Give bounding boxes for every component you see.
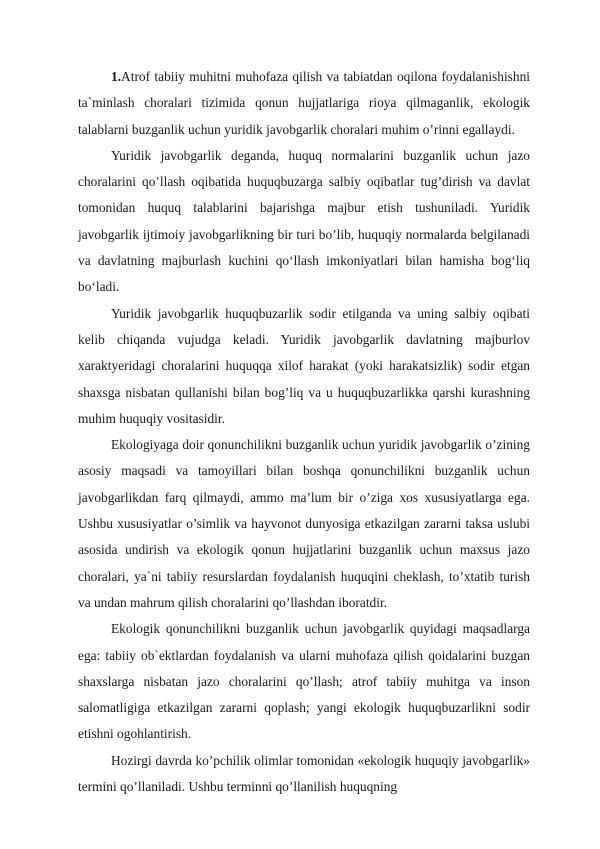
paragraph-1-text: Atrof tabiiy muhitni muhofaza qilish va tabiatdan oqilona foydalanishishni ta`minlash choralari tizimida qonun hujjatlariga rioya qilmaganlik, ekologik talablarni buzganlik uchun yuridik javobgarlik choralari muhim o’rinni egallaydi. bbox=[78, 69, 530, 137]
paragraph-5: Ekologik qonunchilikni buzganlik uchun javobgarlik quyidagi maqsadlarga ega: tabiiy ob`ektlardan foydalanish va ularni muhofaza qilish qoidalarini buzgan shaxslarga nisbatan jazo choralarini qo’llash; atrof tabiiy muhitga va inson salomatligiga etkazilgan zararni qoplash; yangi ekologik huquqbuzarlikni sodir etishni ogohlantirish. bbox=[78, 621, 530, 742]
paragraph-4: Ekologiyaga doir qonunchilikni buzganlik uchun yuridik javobgarlik o’zining asosiy maqsadi va tamoyillari bilan boshqa qonunchilikni buzganlik uchun javobgarlikdan farq qilmaydi, ammo ma’lum bir o’ziga xos xususiyatlarga ega. Ushbu xususiyatlar o’simlik va hayvonot dunyosiga etkazilgan zararni taksa uslubi asosida undirish va ekologik qonun hujjatlarini buzganlik uchun maxsus jazo choralari, ya`ni tabiiy resurslardan foydalanish huquqini cheklash, to’xtatib turish va undan mahrum qilish choralarini qo’llashdan iboratdir. bbox=[78, 437, 530, 610]
paragraph-6: Hozirgi davrda ko’pchilik olimlar tomonidan «ekologik huquqiy javobgarlik» termini qo’llaniladi. Ushbu terminni qo’llanilish huquqning bbox=[78, 752, 530, 795]
paragraph-3: Yuridik javobgarlik huquqbuzarlik sodir etilganda va uning salbiy oqibati kelib chiqanda vujudga keladi. Yuridik javobgarlik davlatning majburlov xaraktyeridagi choralarini huquqqa xilof harakat (yoki harakatsizlik) sodir etgan shaxsga nisbatan qullanishi bilan bog’liq va u huquqbuzarlikka qarshi kurashning muhim huquqiy vositasidir. bbox=[78, 305, 530, 426]
document-page bbox=[78, 64, 530, 800]
paragraph-2: Yuridik javobgarlik deganda, huquq normalarini buzganlik uchun jazo choralarini qo’llash oqibatida huquqbuzarga salbiy oqibatlar tug’dirish va davlat tomonidan huquq talablarini bajarishga majbur etish tushuniladi. Yuridik javobgarlik ijtimoiy javobgarlikning bir turi bo’lib, huquqiy normalarda belgilanadi va davlatning majburlash kuchini qo‘llash imkoniyatlari bilan hamisha bog‘liq bo‘ladi. bbox=[78, 147, 530, 295]
paragraph-number: 1. bbox=[111, 69, 122, 84]
paragraph-1 bbox=[78, 64, 530, 143]
